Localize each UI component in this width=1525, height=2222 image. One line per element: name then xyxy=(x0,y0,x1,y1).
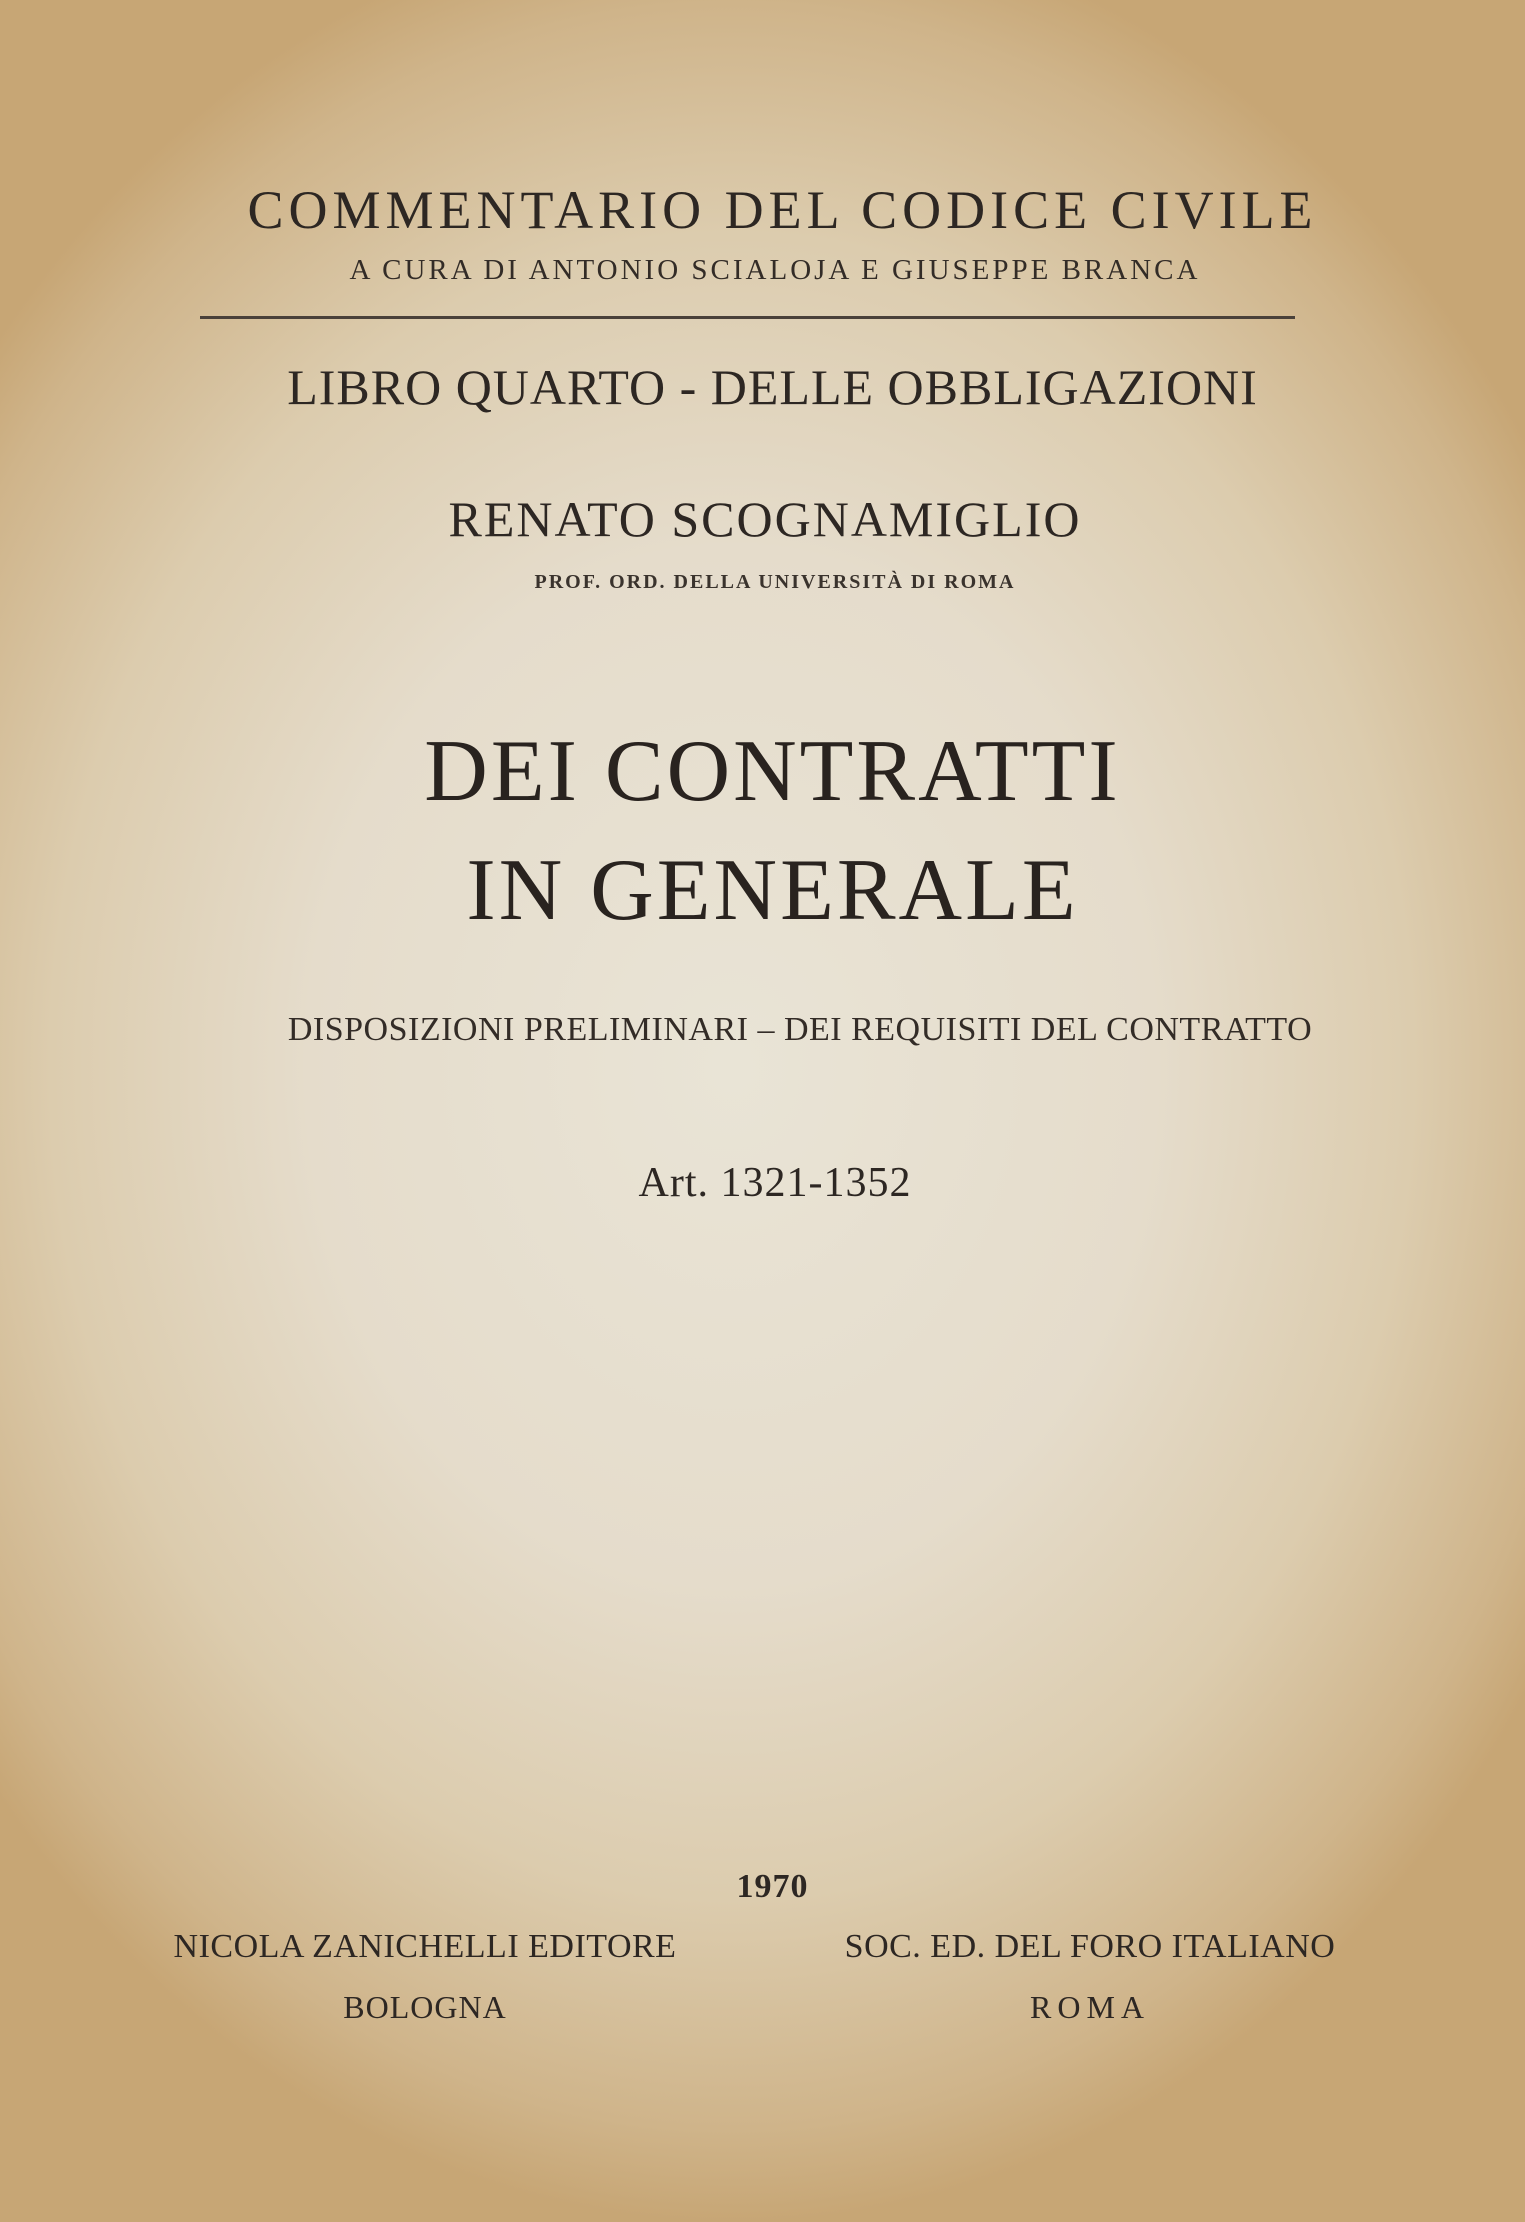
main-title-line-1: DEI CONTRATTI xyxy=(424,723,1121,820)
articles-range: Art. 1321-1352 xyxy=(638,1160,912,1206)
subtitle: DISPOSIZIONI PRELIMINARI – DEI REQUISITI DEL CONTRATTO xyxy=(287,1011,1313,1048)
city-right: ROMA xyxy=(1029,1989,1150,2025)
author-affiliation: PROF. ORD. DELLA UNIVERSITÀ DI ROMA xyxy=(534,571,1016,593)
city-left: BOLOGNA xyxy=(343,1989,507,2025)
publication-year: 1970 xyxy=(736,1868,809,1905)
main-title-line-2: IN GENERALE xyxy=(466,842,1079,939)
publisher-right: SOC. ED. DEL FORO ITALIANO xyxy=(844,1928,1336,1965)
series-title: COMMENTARIO DEL CODICE CIVILE xyxy=(247,180,1318,240)
publisher-left: NICOLA ZANICHELLI EDITORE xyxy=(173,1928,677,1965)
book-part: LIBRO QUARTO - DELLE OBBLIGAZIONI xyxy=(287,359,1258,415)
series-editors: A CURA DI ANTONIO SCIALOJA E GIUSEPPE BRANCA xyxy=(349,254,1201,286)
author-name: RENATO SCOGNAMIGLIO xyxy=(448,491,1082,547)
divider-rule xyxy=(200,316,1295,319)
